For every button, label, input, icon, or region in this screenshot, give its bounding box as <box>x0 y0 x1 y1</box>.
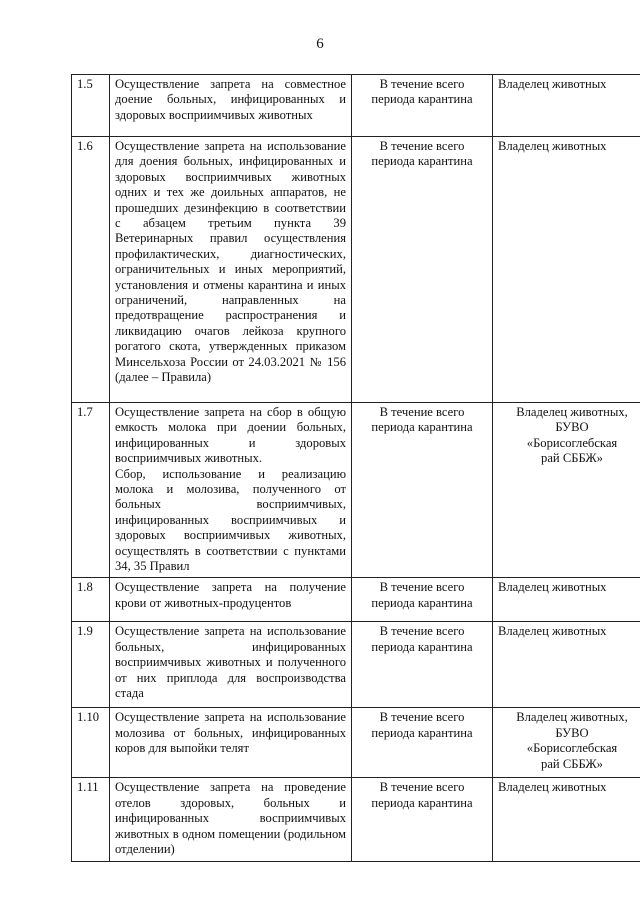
responsible-line: «Борисоглебская <box>526 741 618 756</box>
measure-description <box>110 75 352 137</box>
term-line: В течение всего <box>379 710 465 725</box>
table-row <box>72 403 640 578</box>
responsible-line: БУВО <box>555 725 589 740</box>
term-line: периода карантина <box>371 154 473 169</box>
table-row <box>72 778 640 861</box>
responsible-party <box>493 403 640 578</box>
responsible-party <box>493 778 640 861</box>
row-number: 1.6 <box>72 137 110 403</box>
execution-term <box>352 403 493 578</box>
execution-term <box>352 75 493 137</box>
page-number: 6 <box>316 36 324 52</box>
responsible-line: рай СББЖ» <box>541 756 603 771</box>
responsible-line: рай СББЖ» <box>541 451 603 466</box>
term-line: периода карантина <box>371 420 473 435</box>
row-number: 1.10 <box>72 708 110 778</box>
table-row <box>72 708 640 778</box>
row-number: 1.7 <box>72 403 110 578</box>
table-row <box>72 75 640 137</box>
responsible-line: Владелец животных <box>498 780 607 795</box>
table-row <box>72 622 640 708</box>
term-line: В течение всего <box>379 139 465 153</box>
table-row <box>72 578 640 622</box>
responsible-party <box>493 622 640 708</box>
term-line: В течение всего <box>379 580 465 595</box>
term-line: В течение всего <box>379 624 465 639</box>
responsible-line: «Борисоглебская <box>526 435 618 450</box>
measure-description <box>110 578 352 622</box>
responsible-party <box>493 708 640 778</box>
measure-paragraph: Осуществление запрета на совместное доение больных, инфицированных и здоровых восприимчивых животных <box>115 77 346 122</box>
responsible-party <box>493 578 640 622</box>
table-body <box>72 75 640 862</box>
measure-description <box>110 708 352 778</box>
measure-paragraph: Осуществление запрета на проведение отелов здоровых, больных и инфицированных восприимчивых животных в одном помещении (родильном отделении) <box>115 780 346 857</box>
responsible-line: Владелец животных <box>498 580 607 595</box>
measure-description <box>110 403 352 578</box>
measure-paragraph: Осуществление запрета на использование для доения больных, инфицированных и здоровых восприимчивых животных одних и тех же доильных аппаратов, не прошедших дезинфекцию в соответствии с абзацем третьим пункта 39 Ветеринарных правил осуществления профилактических, диагностических, ограничительных и иных мероприятий, установления и отмены карантина и иных ограничений, направленных на предотвращение распространения и ликвидацию очагов лейкоза крупного рогатого скота, утвержденных приказом Минсельхоза России от 24.03.2021 № 156 (далее – Правила) <box>115 139 346 385</box>
term-line: периода карантина <box>371 795 473 810</box>
responsible-party <box>493 75 640 137</box>
term-line: В течение всего <box>379 405 465 419</box>
measure-description <box>110 778 352 861</box>
term-line: В течение всего <box>379 780 465 795</box>
measure-paragraph: Сбор, использование и реализацию молока и молозива, полученного от больных восприимчивых, инфицированных восприимчивых и здоровых восприимчивых животных, осуществлять в соответствии с пунктами 34, 35 Правил <box>115 466 346 574</box>
row-number: 1.8 <box>72 578 110 622</box>
term-line: В течение всего <box>379 77 465 91</box>
execution-term <box>352 778 493 861</box>
responsible-line: Владелец животных <box>498 77 607 91</box>
row-number: 1.11 <box>72 778 110 861</box>
execution-term <box>352 578 493 622</box>
term-line: периода карантина <box>371 595 473 610</box>
responsible-line: Владелец животных, <box>516 405 628 419</box>
measure-paragraph: Осуществление запрета на сбор в общую емкость молока при доении больных, инфицированных и здоровых восприимчивых животных. <box>115 405 346 466</box>
table-row <box>72 137 640 403</box>
term-line: периода карантина <box>371 639 473 654</box>
responsible-party <box>493 137 640 403</box>
responsible-line: БУВО <box>555 420 589 435</box>
execution-term <box>352 622 493 708</box>
row-number: 1.9 <box>72 622 110 708</box>
term-line: периода карантина <box>371 92 473 107</box>
measure-paragraph: Осуществление запрета на получение крови от животных-продуцентов <box>115 580 346 610</box>
term-line: периода карантина <box>371 725 473 740</box>
execution-term <box>352 708 493 778</box>
measure-description <box>110 137 352 403</box>
measure-paragraph: Осуществление запрета на использование больных, инфицированных восприимчивых животных и полученного от них приплода для воспроизводства стада <box>115 624 346 701</box>
responsible-line: Владелец животных <box>498 624 607 639</box>
responsible-line: Владелец животных <box>498 139 607 153</box>
responsible-line: Владелец животных, <box>516 710 628 725</box>
measure-paragraph: Осуществление запрета на использование молозива от больных, инфицированных коров для выпойки телят <box>115 710 346 756</box>
measure-description <box>110 622 352 708</box>
measures-table <box>71 74 640 862</box>
execution-term <box>352 137 493 403</box>
row-number: 1.5 <box>72 75 110 137</box>
